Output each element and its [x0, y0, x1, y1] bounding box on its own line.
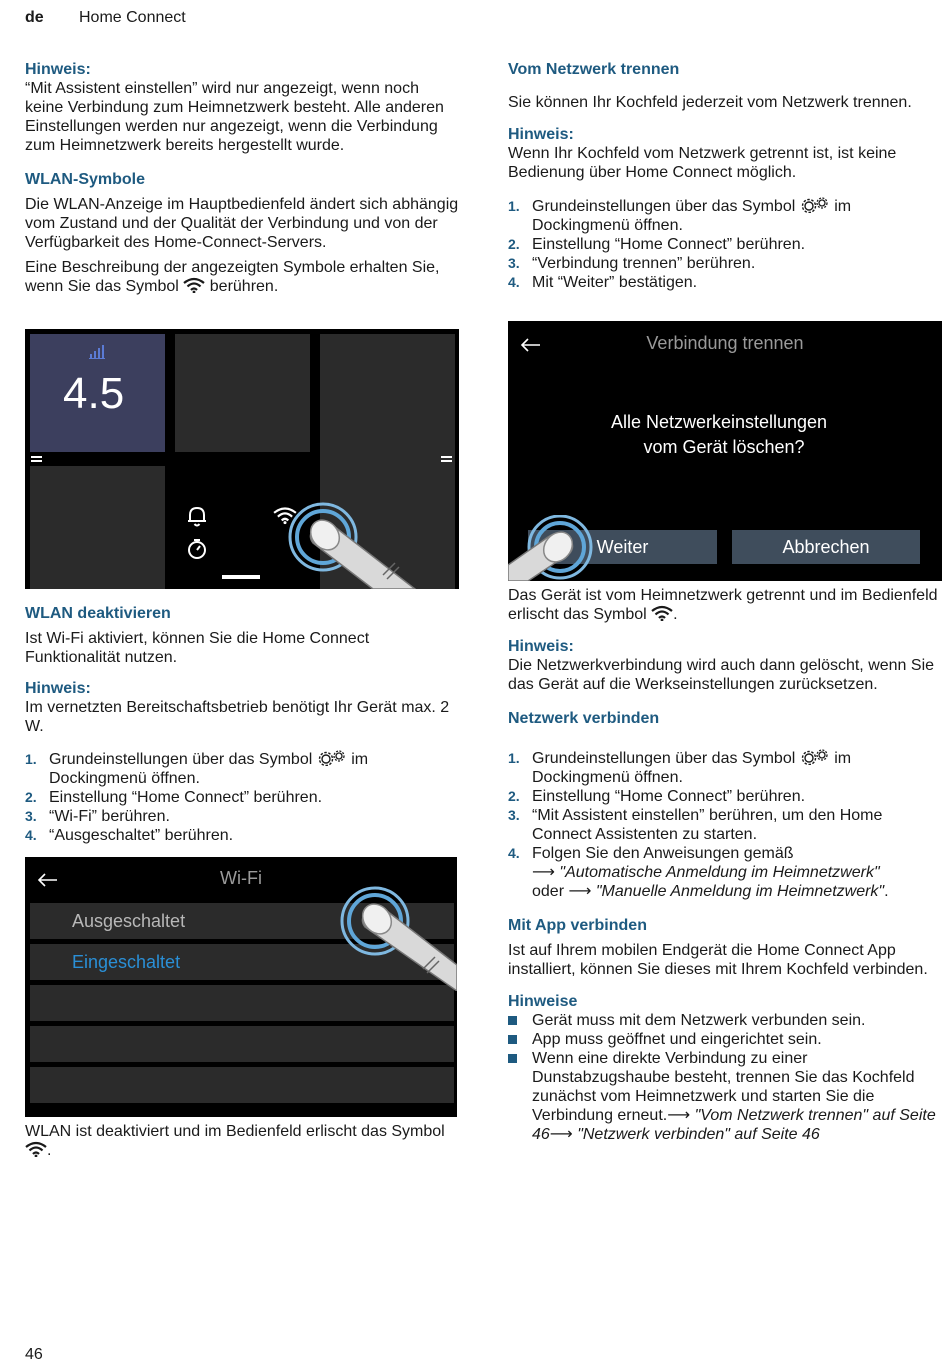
paragraph: [25, 258, 460, 296]
arrow-icon: ⟶: [568, 883, 592, 900]
section-heading-connect: Netzwerk verbinden: [508, 710, 660, 727]
list-item: [508, 787, 943, 806]
hint-text: Wenn Ihr Kochfeld vom Netzwerk getrennt ist, ist keine Bedienung über Home Connect möglich.: [508, 145, 897, 181]
list-item: [25, 788, 460, 807]
paragraph: [508, 586, 943, 624]
step-number: 1.: [25, 751, 37, 767]
wifi-icon: [25, 1141, 47, 1157]
cross-reference-link[interactable]: "Vom Netzwerk trennen" auf Seite 46: [532, 1107, 936, 1143]
text-run: Grundeinstellungen über das Symbol: [532, 198, 796, 215]
list-item: [25, 750, 460, 788]
arrow-icon: ⟶: [549, 1126, 573, 1143]
confirm-message-line1: Alle Netzwerkeinstellungen: [610, 412, 828, 432]
empty-row: [30, 1026, 454, 1062]
text-run: Einstellung “Home Connect” berühren.: [532, 236, 806, 253]
arrow-icon: ⟶: [667, 1107, 691, 1124]
option-off: Ausgeschaltet: [30, 903, 454, 939]
text-run: “Ausgeschaltet” berühren.: [49, 827, 234, 844]
empty-row: [30, 1067, 454, 1103]
home-indicator: [222, 575, 260, 579]
step-number: 1.: [508, 198, 520, 214]
list-item: [508, 254, 943, 273]
left-column: [25, 60, 460, 296]
text-run: berühren.: [209, 278, 279, 295]
list-item: [508, 197, 943, 235]
list-item: [508, 273, 943, 292]
disconnect-screen-image: [508, 321, 942, 581]
list-item: [508, 1011, 943, 1030]
arrow-icon: ⟶: [532, 864, 555, 881]
right-column-lower: [508, 586, 943, 1144]
next-button[interactable]: Weiter: [528, 530, 717, 564]
list-item: [508, 749, 943, 787]
hint-title: Hinweis:: [508, 126, 574, 143]
paragraph: [25, 1122, 460, 1160]
text-run: Grundeinstellungen über das Symbol: [49, 751, 313, 768]
wifi-settings-screen-image: [25, 857, 457, 1117]
step-number: 4.: [508, 845, 520, 861]
list-item: [508, 1049, 943, 1144]
control-panel-image: [25, 329, 459, 589]
step-number: 3.: [508, 255, 520, 271]
bullet-marker: [508, 1054, 517, 1063]
text-run: .: [673, 606, 678, 623]
left-column-lower: [25, 604, 460, 845]
cancel-button[interactable]: Abbrechen: [732, 530, 920, 564]
step-number: 1.: [508, 750, 520, 766]
text-run: Einstellung “Home Connect” berühren.: [49, 789, 323, 806]
text-run: im Dockingmenü öffnen.: [49, 751, 369, 787]
list-item: [25, 807, 460, 826]
text-run: oder: [532, 883, 565, 900]
hint-title: Hinweis:: [25, 680, 91, 697]
text-run: Folgen Sie den Anweisungen gemäß: [532, 845, 794, 862]
section-heading-wlan-deactivate: WLAN deaktivieren: [25, 605, 171, 622]
wifi-icon: [183, 277, 205, 293]
language-code: de: [25, 9, 44, 26]
left-column-after: [25, 1122, 460, 1160]
step-number: 4.: [25, 827, 37, 843]
timer-icon: [185, 537, 209, 561]
list-item: [25, 826, 460, 845]
text-run: Wenn eine direkte Verbindung zu einer Dunstabzugshaube besteht, trennen Sie das Kochfeld zunächst vom Heimnetzwerk und starten Sie die Verbindung erneut.: [532, 1050, 915, 1124]
list-item: [508, 806, 943, 844]
step-number: 2.: [508, 236, 520, 252]
text-run: Eine Beschreibung der angezeigten Symbole erhalten Sie, wenn Sie das Symbol: [25, 259, 440, 295]
finger-touch-icon: [333, 881, 457, 991]
right-column: [508, 60, 943, 292]
text-run: im Dockingmenü öffnen.: [532, 750, 852, 786]
step-number: 2.: [508, 788, 520, 804]
cross-reference-link[interactable]: "Automatische Anmeldung im Heimnetzwerk": [559, 864, 880, 881]
list-item: [508, 844, 943, 901]
paragraph: Ist auf Ihrem mobilen Endgerät die Home Connect App installiert, können Sie dieses mit Ihrem Kochfeld verbinden.: [508, 942, 928, 978]
list-item: [508, 235, 943, 254]
settings-gear-icon: [317, 750, 347, 766]
step-number: 3.: [25, 808, 37, 824]
screen-title: Wi-Fi: [220, 868, 262, 888]
text-run: .: [884, 883, 889, 900]
hint-bullet-list: [508, 1011, 943, 1144]
step-number: 3.: [508, 807, 520, 823]
section-title: Home Connect: [79, 9, 186, 26]
cross-reference-link[interactable]: "Manuelle Anmeldung im Heimnetzwerk": [595, 883, 885, 900]
text-run: .: [47, 1142, 52, 1159]
step-list: [508, 197, 943, 292]
cooking-zone-tile: [30, 466, 165, 589]
step-number: 4.: [508, 274, 520, 290]
page-header: [25, 8, 186, 27]
step-number: 2.: [25, 789, 37, 805]
paragraph: Sie können Ihr Kochfeld jederzeit vom Netzwerk trennen.: [508, 94, 912, 111]
text-run: im Dockingmenü öffnen.: [532, 198, 852, 234]
text-run: Grundeinstellungen über das Symbol: [532, 750, 796, 767]
section-heading-wlan-symbols: WLAN-Symbole: [25, 171, 145, 188]
hint-text: “Mit Assistent einstellen” wird nur angezeigt, wenn noch keine Verbindung zum Heimnetzwerk besteht. Alle anderen Einstellungen werden nur angezeigt, wenn die Verbindung zum Heimnetzwerk bereits hergestellt wurde.: [25, 80, 444, 154]
power-level-icon: [89, 343, 105, 359]
text-run: “Wi-Fi” berühren.: [49, 808, 170, 825]
menu-handle-icon: [441, 455, 453, 463]
menu-handle-icon: [31, 455, 43, 463]
cross-reference-link[interactable]: "Netzwerk verbinden" auf Seite 46: [577, 1126, 820, 1143]
bell-icon: [185, 504, 209, 528]
finger-touch-icon: [285, 497, 459, 589]
section-heading-disconnect: Vom Netzwerk trennen: [508, 61, 680, 78]
confirm-message-line2: vom Gerät löschen?: [643, 437, 805, 457]
settings-gear-icon: [800, 197, 830, 213]
text-run: Mit “Weiter” bestätigen.: [532, 274, 698, 291]
bullet-marker: [508, 1035, 517, 1044]
step-list: [508, 749, 943, 901]
text-run: Gerät muss mit dem Netzwerk verbunden sein.: [532, 1012, 866, 1029]
text-run: “Verbindung trennen” berühren.: [532, 255, 756, 272]
cooking-zone-tile: [175, 334, 310, 452]
text-run: WLAN ist deaktiviert und im Bedienfeld erlischt das Symbol: [25, 1123, 445, 1140]
page-number: 46: [25, 1346, 43, 1363]
hint-title: Hinweis:: [508, 638, 574, 655]
screen-title: Verbindung trennen: [646, 333, 804, 353]
hint-title: Hinweis:: [25, 61, 91, 78]
text-run: Das Gerät ist vom Heimnetzwerk getrennt und im Bedienfeld erlischt das Symbol: [508, 587, 938, 623]
finger-touch-icon: [508, 515, 598, 581]
text-run: App muss geöffnet und eingerichtet sein.: [532, 1031, 822, 1048]
option-on: Eingeschaltet: [30, 944, 454, 980]
list-item: [508, 1030, 943, 1049]
paragraph: Ist Wi-Fi aktiviert, können Sie die Home Connect Funktionalität nutzen.: [25, 630, 370, 666]
step-list: [25, 750, 460, 845]
bullet-marker: [508, 1016, 517, 1025]
section-heading-app: Mit App verbinden: [508, 917, 647, 934]
text-run: “Mit Assistent einstellen” berühren, um den Home Connect Assistenten zu starten.: [532, 807, 883, 843]
text-run: Einstellung “Home Connect” berühren.: [532, 788, 806, 805]
power-level-value: 4.5: [63, 369, 125, 418]
paragraph: Die WLAN-Anzeige im Hauptbedienfeld ändert sich abhängig vom Zustand und der Qualität der Verbindung und von der Verfügbarkeit des Home-Connect-Servers.: [25, 196, 459, 251]
settings-gear-icon: [800, 749, 830, 765]
wifi-icon: [651, 605, 673, 621]
hint-text: Die Netzwerkverbindung wird auch dann gelöscht, wenn Sie das Gerät auf die Werkseinstellungen zurücksetzen.: [508, 657, 935, 693]
hints-title: Hinweise: [508, 993, 578, 1010]
hint-text: Im vernetzten Bereitschaftsbetrieb benötigt Ihr Gerät max. 2 W.: [25, 699, 450, 735]
